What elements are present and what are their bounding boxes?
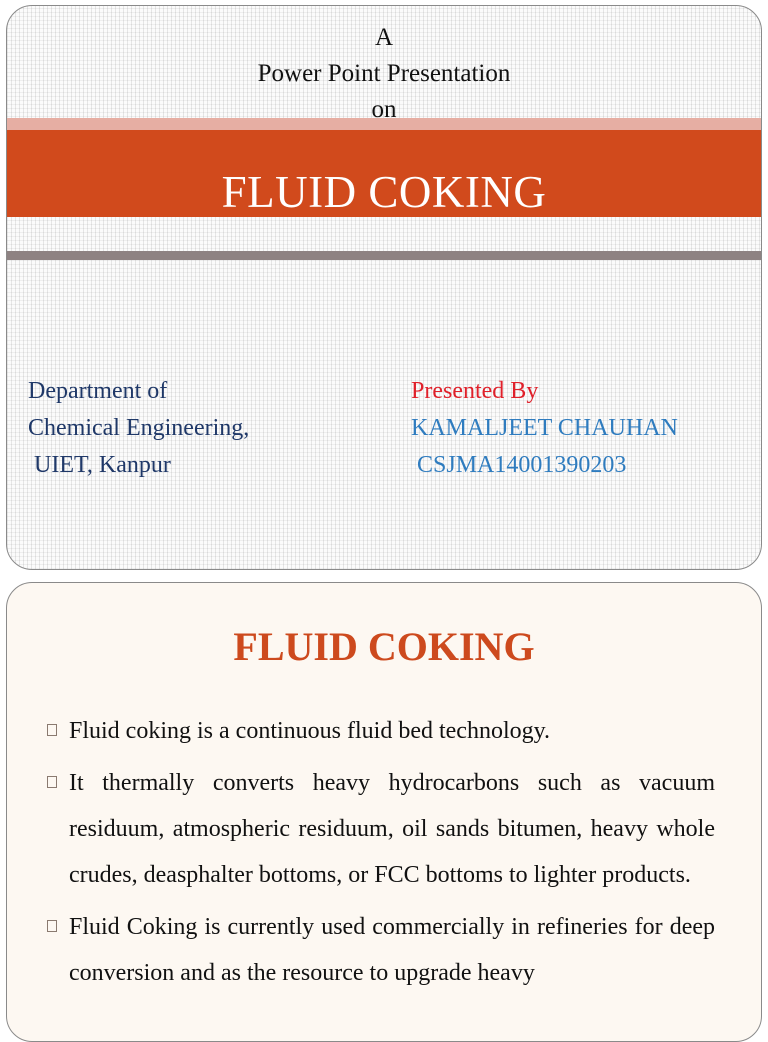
bullet-text: It thermally converts heavy hydrocarbons such as vacuum residuum, atmospheric residuum, oil sands bitumen, heavy whole crudes, deasphalter bottoms, or FCC bottoms to lighter products. [69, 770, 715, 888]
department-line: UIET, Kanpur [28, 452, 171, 478]
slide-title: FLUID COKING [221, 167, 547, 217]
bullet-list [45, 708, 715, 1002]
title-slide [6, 5, 762, 570]
content-slide-title: FLUID COKING [233, 624, 535, 669]
list-item [45, 708, 715, 754]
bullet-text: Fluid Coking is currently used commercially in refineries for deep conversion and as the resource to upgrade heavy [69, 914, 715, 986]
bullet-box-icon [47, 920, 57, 932]
intro-line-a: A [374, 24, 394, 51]
bullet-box-icon [47, 724, 57, 736]
department-line: Department of [28, 378, 168, 404]
presenter-name: KAMALJEET CHAUHAN [411, 415, 678, 441]
content-slide [6, 582, 762, 1042]
department-line: Chemical Engineering, [28, 415, 250, 441]
divider-band [7, 251, 761, 260]
presenter-id: CSJMA14001390203 [411, 452, 627, 478]
bullet-text: Fluid coking is a continuous fluid bed technology. [69, 718, 551, 744]
intro-line-on: on [371, 96, 397, 123]
presenter-label: Presented By [411, 378, 539, 404]
presenter-block [411, 373, 678, 484]
list-item [45, 904, 715, 996]
list-item [45, 760, 715, 898]
bullet-box-icon [47, 776, 57, 788]
department-block [28, 373, 249, 484]
intro-line-presentation: Power Point Presentation [257, 60, 511, 87]
